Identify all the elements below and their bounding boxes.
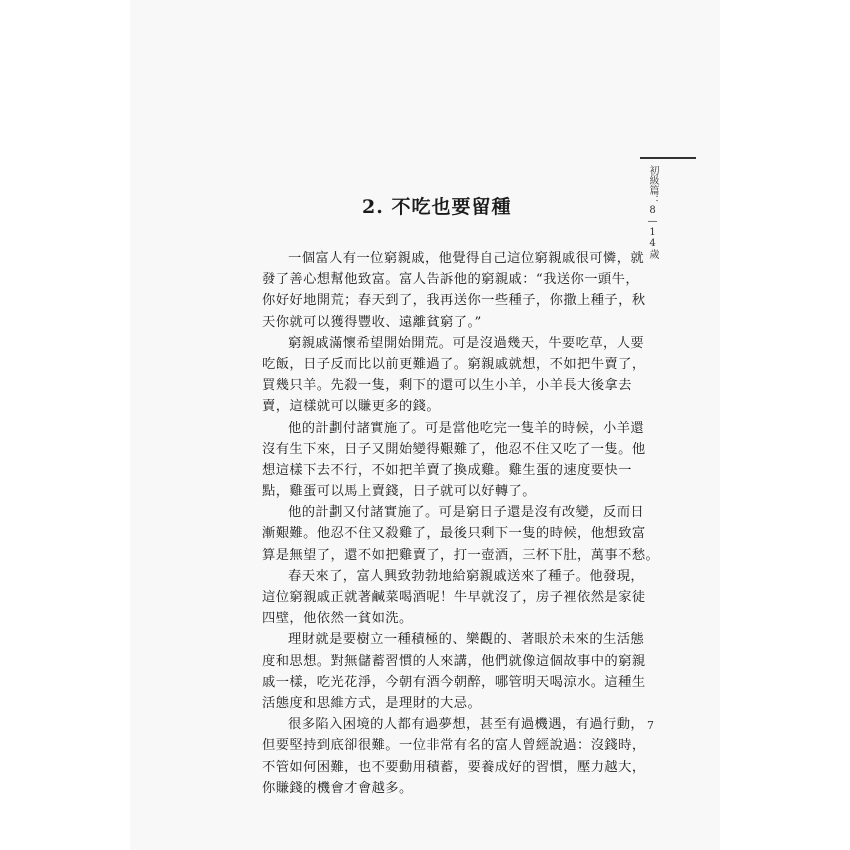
body-text [262,248,660,799]
text-line: 他的計劃付諸實施了。可是當他吃完一隻羊的時候，小羊還 [288,420,645,436]
text-line: 想這樣下去不行，不如把羊賣了換成雞。雞生蛋的速度要快一 [262,462,632,478]
text-line: 度和思想。對無儲蓄習慣的人來講，他們就像這個故事中的窮親 [262,653,646,669]
text-line: 吃飯，日子反而比以前更難過了。窮親戚就想，不如把牛賣了， [262,356,646,372]
text-line: 活態度和思維方式，是理財的大忌。 [262,695,482,711]
text-line: 不管如何困難，也不要動用積蓄，要養成好的習慣，壓力越大， [262,759,646,775]
page-number: 7 [647,719,654,732]
running-head-rule [640,157,696,159]
text-line: 春天來了，富人興致勃勃地給窮親戚送來了種子。他發現， [288,568,645,584]
text-line: 沒有生下來，日子又開始變得艱難了，他忍不住又吃了一隻。他 [262,441,646,457]
text-line: 算是無望了，還不如把雞賣了，打一壺酒，三杯下肚，萬事不愁。 [262,547,660,563]
text-line: 點，雞蛋可以馬上賣錢，日子就可以好轉了。 [262,484,536,500]
text-line: 理財就是要樹立一種積極的、樂觀的、著眼於未來的生活態 [288,632,645,648]
text-line: 四壁，他依然一貧如洗。 [262,611,413,627]
text-line: 很多陷入困境的人都有過夢想，甚至有過機遇，有過行動， [288,717,645,733]
text-line: 一個富人有一位窮親戚，他覺得自己這位窮親戚很可憐，就 [288,251,645,266]
text-line: 但要堅持到底卻很難。一位非常有名的富人曾經說過：沒錢時， [262,738,646,754]
running-head: 初級篇：8—14歲 [647,165,658,259]
text-line: 賣，這樣就可以賺更多的錢。 [262,399,441,415]
text-line: 漸艱難。他忍不住又殺雞了，最後只剩下一隻的時候，他想致富 [262,526,646,542]
text-line: 你賺錢的機會才會越多。 [262,780,413,796]
text-line: 你好好地開荒；春天到了，我再送你一些種子，你撒上種子，秋 [262,293,646,309]
text-line: 戚一樣，吃光花淨，今朝有酒今朝醉，哪管明天喝涼水。這種生 [262,674,646,690]
text-line: 這位窮親戚正就著鹹菜喝酒呢！牛早就沒了，房子裡依然是家徒 [262,590,646,605]
text-line: 他的計劃又付諸實施了。可是窮日子還是沒有改變，反而日 [288,505,645,521]
text-line: 天你就可以獲得豐收、遠離貧窮了。” [262,314,482,330]
text-line: 發了善心想幫他致富。富人告訴他的窮親戚：“我送你一頭牛， [262,272,640,288]
text-line: 窮親戚滿懷希望開始開荒。可是沒過幾天，牛要吃草，人要 [288,335,645,351]
text-line: 買幾只羊。先殺一隻，剩下的還可以生小羊，小羊長大後拿去 [262,378,632,394]
chapter-title: 2. 不吃也要留種 [362,196,512,218]
